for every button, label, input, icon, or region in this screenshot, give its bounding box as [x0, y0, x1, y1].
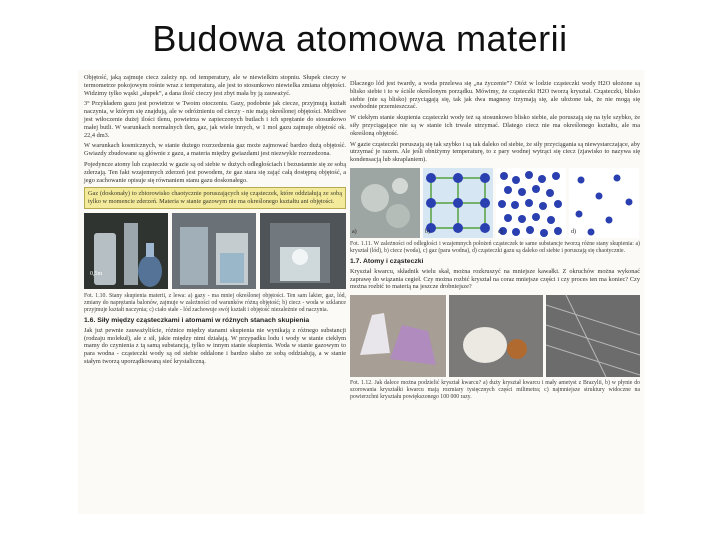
paragraph: 3° Przykładem gazu jest powietrze w Twoim otoczeniu. Gazy, podobnie jak ciecze, przyjmują kształt naczynia, w którym się znajdują, ale w odróżnieniu od cieczy - nie mają określonej objętości. Możliwe jest wtłoczenie dużej ilości tlenu, powietrza w zapieczonych butlach i ich sprężanie do stosunkowo małej butli. W warunkach normalnych tlen, gaz, jak wiele innych, w 1 mol gazu zajmuje objętość ok. 22,4 dm3.	[84, 100, 346, 139]
photo-liquid	[172, 213, 256, 289]
microscope-surface-photo	[546, 295, 640, 377]
quartz-sand-photo	[449, 295, 543, 377]
textbook-page-scan	[78, 70, 644, 514]
gas-molecules-diagram	[569, 168, 639, 238]
section-heading: 1.7. Atomy i cząsteczki	[350, 257, 424, 265]
paragraph: Dlaczego lód jest twardy, a woda przelewa się „na życzenie”? Otóż w lodzie cząsteczki wody H2O ułożone są blisko siebie i to w ściśle określonym porządku. Mówimy, że cząsteczki H2O tworzą kryształ. Cząsteczki, blisko siebie (nie są blisko) przyciągają się, tak jak dwa magnesy trzymają się, ale ułożone tak, że nie mogą się swobodnie przemieszczać.	[350, 80, 640, 111]
left-column	[84, 74, 346, 369]
section-heading: 1.6. Siły między cząsteczkami i atomami w różnych stanach skupienia	[84, 316, 310, 324]
paragraph: Objętość, jaką zajmuje ciecz zależy np. od temperatury, ale w niewielkim stopniu. Słupek cieczy w termometrze pokojowym rośnie wraz z temperaturą, ale jest to stosunkowo niewielka zmiana objętości. Widzimy tylko wąski „słupek”, a dana ilość cieczy jest zbyt mała by ją zauważyć.	[84, 74, 346, 97]
paragraph: W ciekłym stanie skupienia cząsteczki wody też są stosunkowo blisko siebie, ale poruszają się na tyle szybko, że siły przyciągające nie są w stanie ich trwale utrzymać. Dlatego ciecz nie ma określonego kształtu, ale ma określoną objętość.	[350, 114, 640, 137]
figure-caption: Fot. 1.11. W zależności od odległości i wzajemnych położeń cząsteczek te same substancje tworzą różne stany skupienia: a) kryształ (lód), b) ciecz (woda), c) gaz (para wodna), d) cząsteczki gazu są daleko od siebie i poruszają się chaotycznie.	[350, 240, 640, 254]
states-of-matter-photos	[84, 213, 346, 289]
paragraph: W warunkach kosmicznych, w stanie dużego rozrzedzenia gaz może zajmować bardzo dużą objętość. Gwiazdy zbudowane są głównie z gazu, a materia między gwiazdami jest niezwykle rozrzedzona.	[84, 142, 346, 158]
lattice-diagram	[423, 168, 493, 238]
figure-caption: Fot. 1.10. Stany skupienia materii, z lewa: a) gazy - ma mniej określonej objętości. Ten sam lakier, gaz, lód, zmiany do naprężania balonów, zajmuje w zależności od warunków różną objętość; b) ciecz - woda w szklance przyjmuje kształt naczynia; c) ciało stałe - lód zachowuje swój kształt i objętość niezależnie od naczynia.	[84, 292, 346, 313]
right-column	[350, 80, 640, 404]
liquid-molecules-diagram	[496, 168, 566, 238]
quartz-photos	[350, 295, 640, 377]
slide-title: Budowa atomowa materii	[152, 18, 568, 59]
photo-gas-bottles	[84, 213, 168, 289]
image-label: b)	[425, 229, 430, 236]
image-label: a)	[352, 229, 357, 236]
paragraph: W gazie cząsteczki poruszają się tak szybko i są tak daleko od siebie, że siły przyciągania są niewystarczające, aby utrzymać je razem. Ale jeśli obniżymy temperaturę, to z pary wodnej wytrąci się ciecz (zjawisko to nazywa się kondensacją lub skraplaniem).	[350, 140, 640, 164]
ice-crystal-photo	[350, 168, 420, 238]
image-label: d)	[571, 229, 576, 236]
image-label: c)	[498, 229, 503, 236]
paragraph: Pojedyncze atomy lub cząsteczki w gazie są od siebie w dużych odległościach i bezustannie się ze sobą zderzają. Ten fakt wzajemnych zderzeń jest powodem, że gaz stara się zająć całą dostępną objętość, a jego zachowanie opisuje się równaniem stanu gazu doskonałego.	[84, 160, 346, 184]
photo-label: 0,5m	[90, 270, 103, 277]
molecule-illustrations	[350, 168, 640, 238]
paragraph: Jak już pewnie zauważyliście, różnice między stanami skupienia nie wynikają z różnego substancji (rodzaju molekuł), ale z sił, jakie między nimi działają. W przypadku lodu i wody w stanie ciekłym mamy do czynienia z tą samą substancją, tylko w innym stanie skupienia. Woda w stanie gazowym to para wodna - cząsteczki wody są od siebie oddalone i bardzo słabo ze sobą oddziałują, a w stanie stałym tworzą uporządkowaną sieć krystaliczną.	[84, 326, 346, 365]
figure-caption: Fot. 1.12. Jak dalece można podzielić kryształ kwarcu? a) duży kryształ kwarcu i mały ametyst z Brazylii, b) w płynie do szorowania kryształki kwarcu mają rozmiary tysięcznych części milimetra; c) najmniejsze struktury widoczne na powierzchni kryształu powiększonego 100 000 razy.	[350, 380, 640, 401]
highlight-box: Gaz (doskonały) to zbiorowisko chaotycznie poruszających się cząsteczek, które oddziałują ze sobą tylko w momencie zderzeń. Materia w stanie gazowym nie ma określonego kształtu ani objętości.	[84, 187, 346, 209]
paragraph: Kryształ kwarcu, składnik wielu skał, można rozkruszyć na mniejsze kawałki. Z okruchów można wykonać zaprawę do wiązania cegieł. Czy można rozbić kryształ na coraz mniejsze części i czy proces ten ma koniec? Czy można rozbić to materią na jeszcze drobniejsze?	[350, 267, 640, 291]
photo-ice-solid	[260, 213, 346, 289]
quartz-crystal-photo	[350, 295, 446, 377]
